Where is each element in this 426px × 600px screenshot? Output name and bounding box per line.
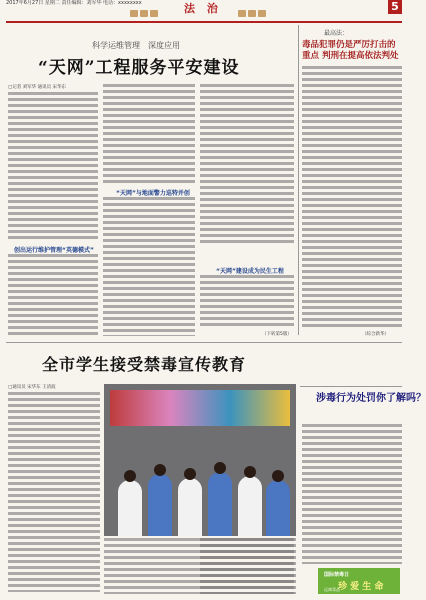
ad-line1: 国际禁毒日 (324, 572, 350, 578)
story1-col2b-text (103, 197, 195, 336)
story1-kicker: 科学运维管理 深度应用 (92, 41, 180, 50)
header-date-line: 2017年6月27日 星期二 责任编辑：刘军华 电话：xxxxxxxx (6, 0, 142, 6)
story1-col3b-text (200, 275, 294, 327)
story1-byline: □记者 刘军华 通讯员 宋华东 (8, 85, 67, 90)
right-story2-text (302, 424, 402, 564)
story1-headline: “天网”工程服务平安建设 (38, 58, 240, 78)
story1-col1-text (8, 92, 98, 240)
section-title: 法 治 (184, 2, 222, 15)
story1-col2-text (103, 84, 195, 184)
story2-byline: □通讯员 宋华东 王清波 (8, 385, 56, 390)
story1-subhead-1: “天网”与地面警力巡特并创 (116, 190, 190, 197)
anti-drug-ad (318, 568, 400, 594)
story1-subhead-3: “天网”建设成为民生工程 (216, 268, 284, 275)
ad-line3: 远离毒品 (324, 587, 340, 592)
story2-col3-text (200, 538, 294, 594)
page-number: 5 (388, 0, 402, 14)
exhibition-banner (110, 390, 290, 426)
section-divider (6, 342, 402, 343)
right-section-divider (300, 386, 402, 387)
header-ornament-right (238, 2, 278, 10)
column-divider (298, 25, 299, 335)
ad-line2: 珍 爱 生 命 (338, 582, 384, 592)
right-story2-headline-text: 涉毒行为处罚你了解吗？ (316, 393, 426, 404)
story2-col1-text (8, 392, 100, 592)
right-story-endnote: （综合新华） (362, 332, 389, 337)
right-story-kicker: 最高法： (324, 30, 349, 37)
story1-col3-text (200, 84, 294, 244)
story1-subhead-2: 创出运行维护管理“英德模式” (14, 247, 94, 254)
story1-endnote: （下转第5版） (262, 332, 292, 337)
header-ornament-left (130, 2, 170, 10)
header-rule (6, 10, 402, 23)
students-photo (104, 384, 296, 536)
story2-headline: 全市学生接受禁毒宣传教育 (42, 355, 247, 374)
right-story2-headline (316, 392, 426, 405)
right-story-text (302, 66, 402, 328)
story1-col1b-text (8, 254, 98, 336)
right-story-headline: 毒品犯罪仍是严厉打击的重点 判刑在提高依法判处 (302, 40, 399, 61)
